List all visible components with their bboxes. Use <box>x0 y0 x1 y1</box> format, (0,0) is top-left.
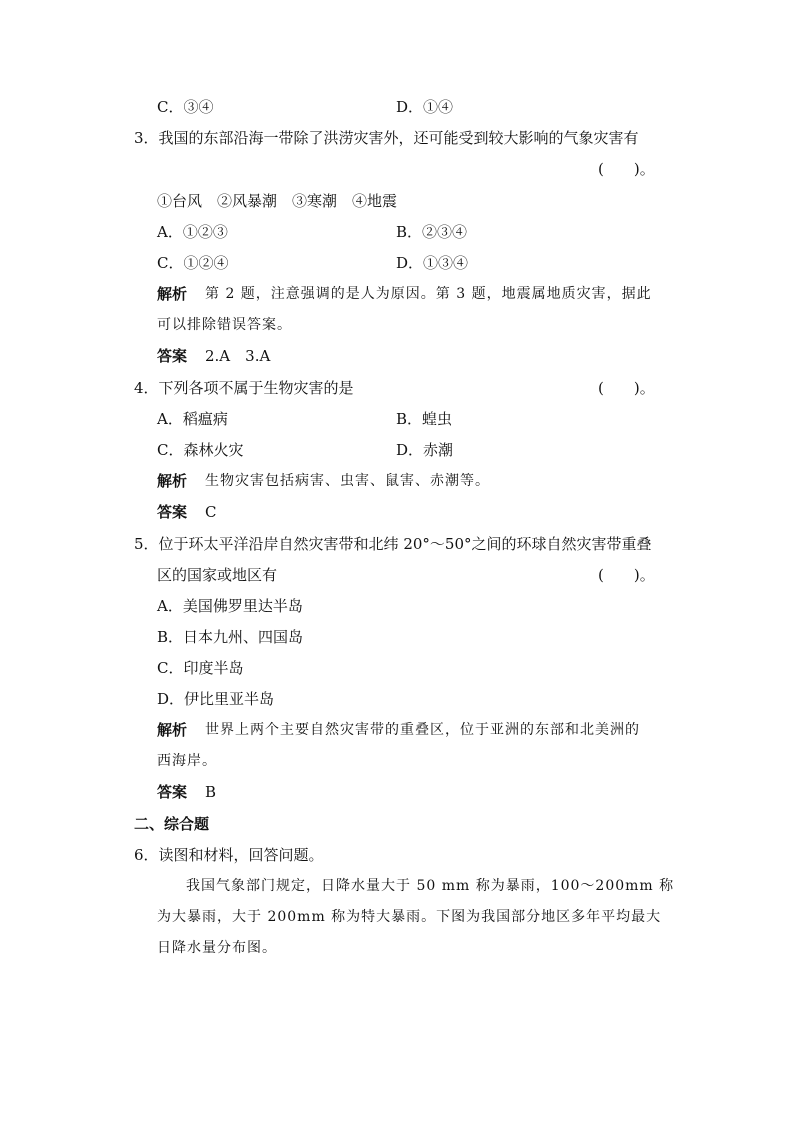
answer-value: C <box>205 503 217 521</box>
q3-option-b: B．②③④ <box>396 223 468 241</box>
q4-option-d: D．赤潮 <box>396 441 454 459</box>
q3-option-a: A．①②③ <box>157 223 228 241</box>
q3-option-c: C．①②④ <box>157 254 229 272</box>
q3-stem: 3．我国的东部沿海一带除了洪涝灾害外，还可能受到较大影响的气象灾害有 <box>134 129 639 147</box>
analysis-text: 可以排除错误答案。 <box>157 317 292 333</box>
q4-option-b: B．蝗虫 <box>396 410 453 428</box>
q5-answer-blank: ( )。 <box>598 566 655 584</box>
q3-answer-blank: ( )。 <box>598 160 655 178</box>
analysis-label: 解析 <box>157 721 188 739</box>
analysis-label <box>157 284 187 304</box>
q5-option-b: B．日本九州、四国岛 <box>157 628 304 646</box>
analysis-label-text: 解析 <box>157 285 188 303</box>
q3-items: ①台风 ②风暴潮 ③寒潮 ④地震 <box>157 192 398 210</box>
analysis-text: 世界上两个主要自然灾害带的重叠区，位于亚洲的东部和北美洲的 <box>205 722 640 738</box>
q6-stem: 6．读图和材料，回答问题。 <box>134 846 324 864</box>
answer-value: B <box>205 783 217 801</box>
q3-option-d: D．①③④ <box>396 254 469 272</box>
q4-option-a: A．稻瘟病 <box>157 410 228 428</box>
q5-stem: 区的国家或地区有 <box>157 566 278 584</box>
q2-option-c: C．③④ <box>157 98 214 116</box>
q5-option-d: D．伊比里亚半岛 <box>157 690 275 708</box>
q5-option-a: A．美国佛罗里达半岛 <box>157 597 303 615</box>
answer-label: 答案 <box>157 347 188 365</box>
answer-value: 2.A 3.A <box>205 347 271 365</box>
answer-label: 答案 <box>157 503 188 521</box>
section-title: 二、综合题 <box>134 815 210 833</box>
q6-material: 日降水量分布图。 <box>157 940 277 956</box>
q4-answer-blank: ( )。 <box>598 379 655 397</box>
q5-stem: 5．位于环太平洋沿岸自然灾害带和北纬 20°～50°之间的环球自然灾害带重叠 <box>134 535 652 553</box>
q4-option-c: C．森林火灾 <box>157 441 244 459</box>
q6-material: 为大暴雨，大于 200mm 称为特大暴雨。下图为我国部分地区多年平均最大 <box>157 909 662 925</box>
q6-material: 我国气象部门规定，日降水量大于 50 mm 称为暴雨，100～200mm 称 <box>186 878 675 894</box>
analysis-text: 生物灾害包括病害、虫害、鼠害、赤潮等。 <box>205 473 490 489</box>
q5-option-c: C．印度半岛 <box>157 659 244 677</box>
analysis-text: 西海岸。 <box>157 753 217 769</box>
q2-option-d: D．①④ <box>396 98 454 116</box>
analysis-text: 第 2 题，注意强调的是人为原因。第 3 题，地震属地质灾害，据此 <box>205 286 652 302</box>
analysis-label: 解析 <box>157 472 188 490</box>
q4-stem: 4．下列各项不属于生物灾害的是 <box>134 379 354 397</box>
answer-label: 答案 <box>157 783 188 801</box>
